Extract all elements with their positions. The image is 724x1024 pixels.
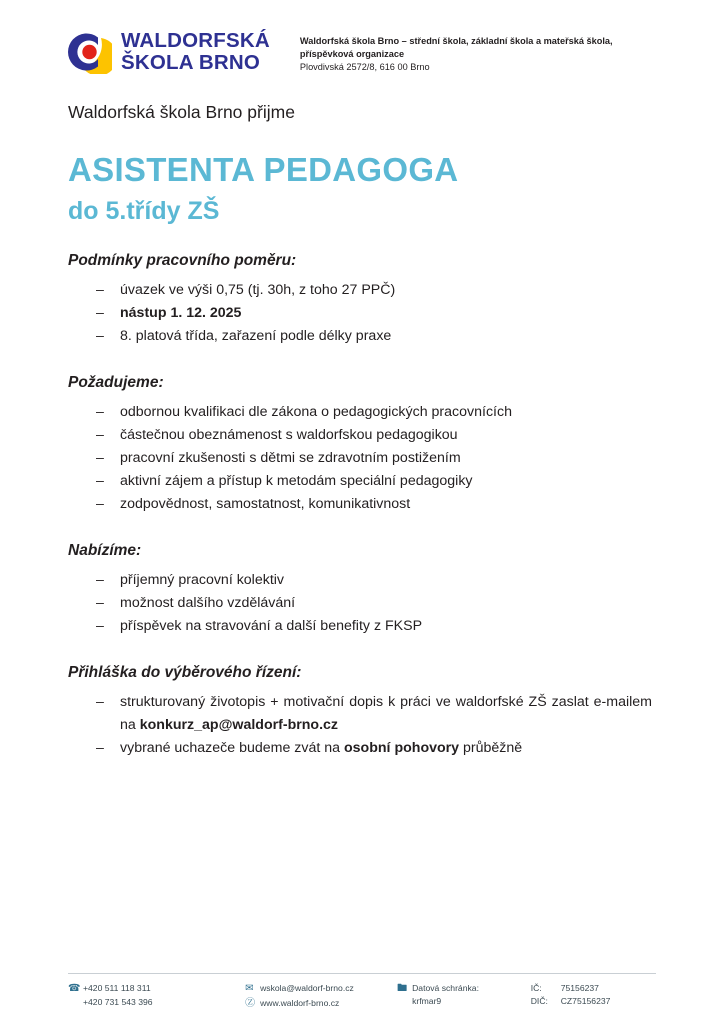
- school-logo: [68, 30, 270, 74]
- section-requirements: [68, 374, 656, 516]
- list-item-text: možnost dalšího vzdělávání: [120, 595, 296, 612]
- list-item-text: odbornou kvalifikaci dle zákona o pedagogických pracovnících: [120, 404, 512, 421]
- logo-wordmark: [121, 30, 270, 73]
- dash-bullet-icon: –: [96, 404, 104, 421]
- dash-bullet-icon: –: [96, 496, 104, 513]
- document-header: [0, 0, 724, 74]
- dash-bullet-icon: –: [96, 694, 104, 711]
- footer-ic-label: IČ:: [530, 983, 542, 993]
- list-item-text: částečnou obeznámenost s waldorfskou pedagogikou: [120, 427, 458, 444]
- section-offer: [68, 542, 656, 638]
- dash-bullet-icon: –: [96, 305, 104, 322]
- section-application: [68, 664, 656, 760]
- footer-phone-block: [68, 982, 245, 1010]
- footer-web[interactable]: www.waldorf-brno.cz: [260, 997, 340, 1008]
- list-item: [96, 691, 656, 737]
- list-item: [96, 424, 656, 447]
- section-conditions: [68, 252, 656, 348]
- intro-line: Waldorfská škola Brno přijme: [68, 102, 295, 123]
- section-list: [68, 279, 656, 348]
- dash-bullet-icon: –: [96, 572, 104, 589]
- org-line-3: Plovdivská 2572/8, 616 00 Brno: [299, 62, 430, 73]
- organization-address: [300, 30, 613, 74]
- envelope-icon: ✉: [245, 983, 254, 994]
- list-item-text: aktivní zájem a přístup k metodám speciální pedagogiky: [120, 473, 473, 490]
- list-item: [96, 325, 656, 348]
- list-item-text: pracovní zkušenosti s dětmi se zdravotním postižením: [120, 450, 461, 467]
- section-heading: Přihláška do výběrového řízení:: [68, 664, 302, 682]
- footer-phone-1: +420 511 118 311: [83, 983, 151, 993]
- section-heading: Podmínky pracovního poměru:: [68, 252, 297, 270]
- list-item: [96, 401, 656, 424]
- list-item-text: příjemný pracovní kolektiv: [120, 572, 285, 589]
- list-item-text: vybrané uchazeče budeme zvát na: [120, 740, 344, 757]
- footer-databox-block: [397, 982, 531, 1010]
- document-body: [0, 102, 724, 760]
- list-item: [96, 615, 656, 638]
- globe-icon: Ⓩ: [245, 997, 256, 1009]
- application-email: konkurz_ap@waldorf-brno.cz: [139, 717, 339, 734]
- dash-bullet-icon: –: [96, 473, 104, 490]
- footer-databox-value: krfmar9: [412, 996, 442, 1007]
- footer-contact-block: [245, 982, 397, 1010]
- list-item-text: zodpovědnost, samostatnost, komunikativnost: [120, 496, 411, 513]
- list-item: [96, 592, 656, 615]
- folder-icon: 🖿: [397, 983, 408, 994]
- dash-bullet-icon: –: [96, 450, 104, 467]
- section-list: [68, 401, 656, 516]
- logo-line-2: ŠKOLA BRNO: [121, 51, 261, 74]
- list-item: [96, 302, 656, 325]
- list-item-text-after: průběžně: [459, 740, 523, 757]
- footer-ids-block: [531, 982, 656, 1010]
- list-item: [96, 447, 656, 470]
- footer-dic-label: DIČ:: [530, 996, 548, 1007]
- list-item: [96, 470, 656, 493]
- footer-divider: [68, 973, 656, 974]
- list-item: [96, 737, 656, 760]
- footer-email[interactable]: wskola@waldorf-brno.cz: [260, 983, 354, 993]
- section-list: [68, 691, 656, 760]
- section-heading: Požadujeme:: [68, 374, 164, 392]
- section-list: [68, 569, 656, 638]
- list-item-bold: nástup 1. 12. 2025: [120, 305, 242, 322]
- footer-databox-label: Datová schránka:: [412, 983, 479, 993]
- list-item-text: strukturovaný životopis + motivační dopis k práci ve waldorfské ZŠ zaslat e-mailem na: [120, 694, 652, 734]
- list-item-text: příspěvek na stravování a další benefity z FKSP: [120, 618, 423, 635]
- page-title: ASISTENTA PEDAGOGA: [68, 151, 459, 189]
- waldorf-logo-mark: [68, 30, 112, 74]
- list-item-bold: osobní pohovory: [344, 740, 460, 757]
- logo-line-1: WALDORFSKÁ: [121, 29, 270, 53]
- list-item-text: 8. platová třída, zařazení podle délky praxe: [120, 328, 392, 345]
- list-item: [96, 569, 656, 592]
- dash-bullet-icon: –: [96, 740, 104, 757]
- footer-dic-value: CZ75156237: [560, 996, 611, 1007]
- list-item: [96, 493, 656, 516]
- document-footer: [0, 973, 724, 1010]
- section-heading: Nabízíme:: [68, 542, 142, 560]
- list-item-text: úvazek ve výši 0,75 (tj. 30h, z toho 27 PPČ): [120, 282, 396, 299]
- dash-bullet-icon: –: [96, 282, 104, 299]
- phone-icon: ☎: [68, 983, 81, 994]
- dash-bullet-icon: –: [96, 618, 104, 635]
- page-subtitle: do 5.třídy ZŠ: [68, 197, 220, 226]
- dash-bullet-icon: –: [96, 328, 104, 345]
- org-line-2: příspěvková organizace: [299, 49, 405, 60]
- footer-phone-2: +420 731 543 396: [83, 997, 153, 1008]
- list-item: [96, 279, 656, 302]
- dash-bullet-icon: –: [96, 595, 104, 612]
- dash-bullet-icon: –: [96, 427, 104, 444]
- footer-ic-value: 75156237: [560, 983, 599, 993]
- org-line-1: Waldorfská škola Brno – střední škola, základní škola a mateřská škola,: [299, 36, 613, 46]
